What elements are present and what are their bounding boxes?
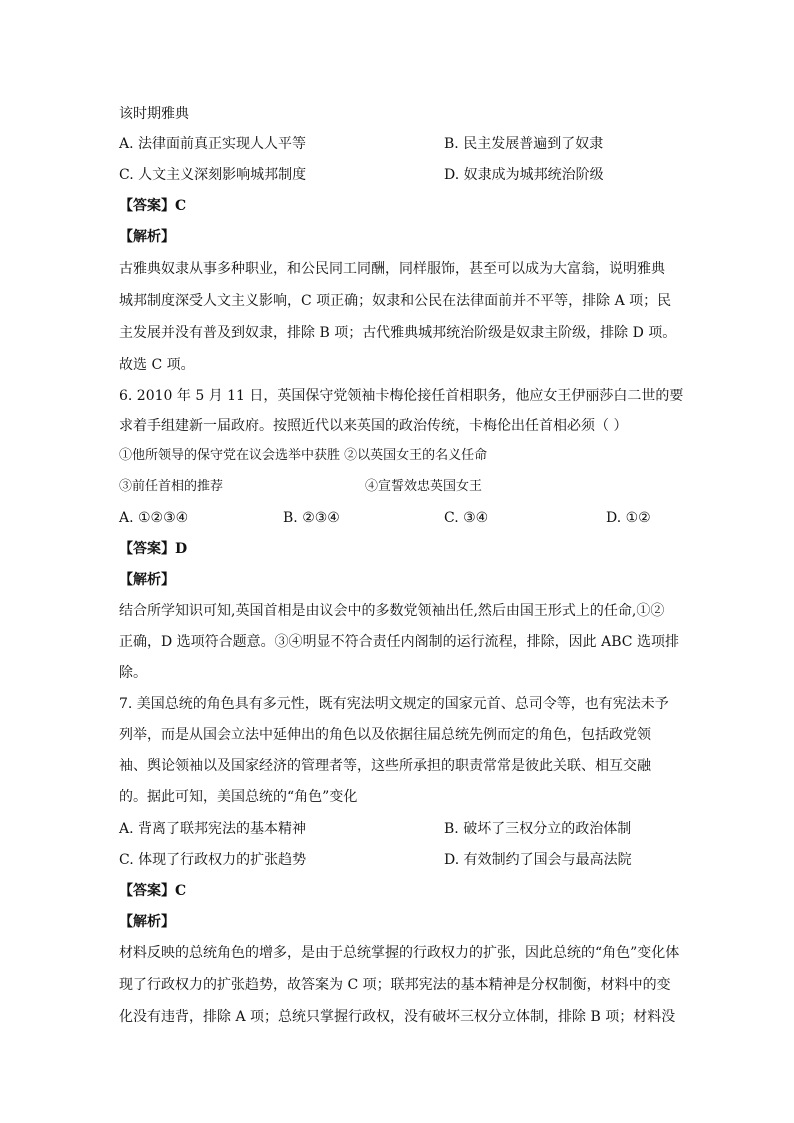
question-6-stem: 6. 2010 年 5 月 11 日，英国保守党领袖卡梅伦接任首相职务，他应女王伊丽莎白二世的要 bbox=[119, 388, 684, 404]
option-d: D. 有效制约了国会与最高法院 bbox=[444, 852, 632, 868]
question-stem-tail: 该时期雅典 bbox=[119, 106, 189, 122]
question-7-stem: 7. 美国总统的角色具有多元性，既有宪法明文规定的国家元首、总司令等，也有宪法未予 bbox=[119, 696, 669, 712]
option-a: A. 法律面前真正实现人人平等 bbox=[119, 136, 307, 152]
answer-label: 【答案】D bbox=[119, 541, 188, 557]
option-b: B. ②③④ bbox=[283, 510, 340, 526]
answer-label: 【答案】C bbox=[119, 198, 187, 214]
analysis-line: 正确，D 选项符合题意。③④明显不符合责任内阁制的运行流程，排除，因此 ABC 选项排 bbox=[119, 634, 679, 650]
analysis-heading: 【解析】 bbox=[119, 914, 175, 930]
option-b: B. 民主发展普遍到了奴隶 bbox=[444, 136, 604, 152]
option-c: C. 人文主义深刻影响城邦制度 bbox=[119, 167, 307, 183]
analysis-line: 城邦制度深受人文主义影响，C 项正确；奴隶和公民在法律面前并不平等，排除 A 项；民 bbox=[119, 293, 672, 309]
analysis-line: 主发展并没有普及到奴隶，排除 B 项；古代雅典城邦统治阶级是奴隶主阶级，排除 D 项。 bbox=[119, 325, 677, 341]
analysis-line: 结合所学知识可知,英国首相是由议会中的多数党领袖出任,然后由国王形式上的任命,①② bbox=[119, 603, 665, 619]
analysis-heading: 【解析】 bbox=[119, 229, 175, 245]
option-d: D. 奴隶成为城邦统治阶级 bbox=[444, 167, 604, 183]
option-a: A. 背离了联邦宪法的基本精神 bbox=[119, 821, 307, 837]
analysis-line: 除。 bbox=[119, 665, 147, 681]
option-c: C. 体现了行政权力的扩张趋势 bbox=[119, 852, 307, 868]
question-7-stem: 列举，而是从国会立法中延伸出的角色以及依据往届总统先例而定的角色，包括政党领 bbox=[119, 727, 651, 743]
option-a: A. ①②③④ bbox=[119, 510, 189, 526]
analysis-heading: 【解析】 bbox=[119, 572, 175, 588]
option-c: C. ③④ bbox=[444, 510, 489, 526]
question-6-item: ④宣誓效忠英国女王 bbox=[365, 479, 483, 494]
analysis-line: 故选 C 项。 bbox=[119, 357, 195, 373]
option-b: B. 破坏了三权分立的政治体制 bbox=[444, 821, 632, 837]
answer-label: 【答案】C bbox=[119, 883, 187, 899]
analysis-line: 化没有违背，排除 A 项；总统只掌握行政权，没有破坏三权分立体制，排除 B 项；材料没 bbox=[119, 1009, 676, 1025]
question-7-stem: 的。据此可知，美国总统的“角色”变化 bbox=[119, 789, 358, 805]
analysis-line: 材料反映的总统角色的增多，是由于总统掌握的行政权力的扩张，因此总统的“角色”变化体 bbox=[119, 945, 680, 961]
analysis-line: 古雅典奴隶从事多种职业，和公民同工同酬，同样服饰，甚至可以成为大富翁，说明雅典 bbox=[119, 261, 665, 277]
analysis-line: 现了行政权力的扩张趋势，故答案为 C 项；联邦宪法的基本精神是分权制衡，材料中的变 bbox=[119, 977, 671, 993]
question-7-stem: 袖、舆论领袖以及国家经济的管理者等，这些所承担的职责常常是彼此关联、相互交融 bbox=[119, 758, 651, 774]
question-6-item: ③前任首相的推荐 bbox=[119, 479, 224, 494]
option-d: D. ①② bbox=[606, 510, 651, 526]
question-6-item: ①他所领导的保守党在议会选举中获胜 ②以英国女王的名义任命 bbox=[119, 448, 488, 463]
question-6-stem: 求着手组建新一届政府。按照近代以来英国的政治传统，卡梅伦出任首相必须（ ） bbox=[119, 418, 628, 434]
